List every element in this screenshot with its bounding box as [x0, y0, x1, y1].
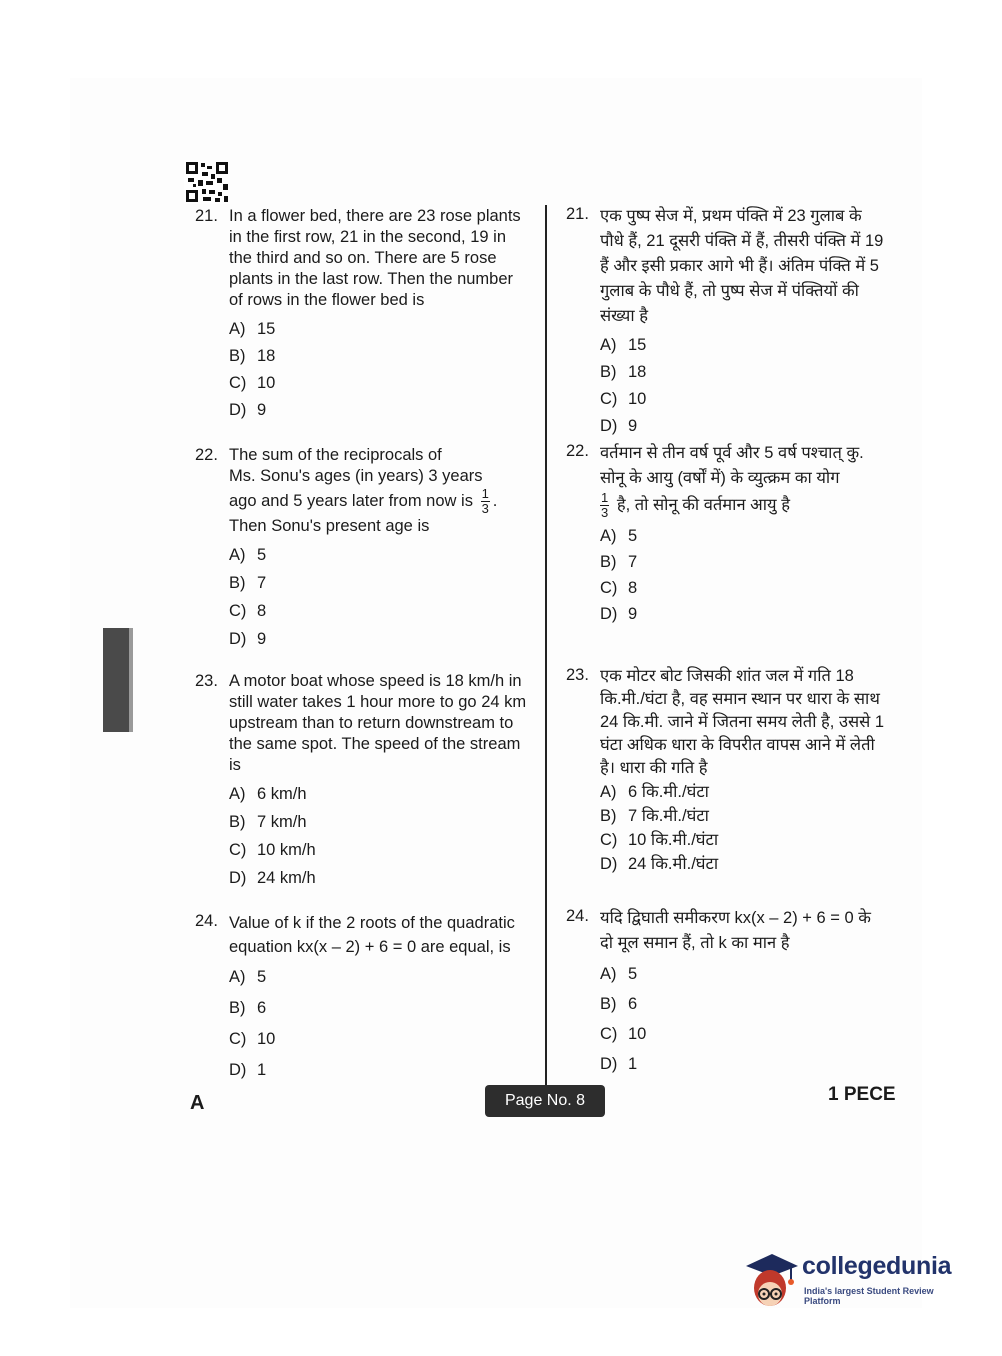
option-b: B) 7 km/h — [229, 813, 307, 831]
option-d: D) 9 — [600, 417, 638, 435]
collegedunia-logo[interactable] — [742, 1248, 972, 1312]
option-a: A) 6 कि.मी./घंटा — [600, 783, 709, 801]
option-c: C) 8 — [229, 602, 267, 620]
option-b: B) 18 — [229, 347, 276, 365]
question-number: 23. — [195, 672, 218, 690]
mascot-icon — [742, 1248, 802, 1312]
option-c: C) 10 — [229, 374, 276, 392]
brand-name: collegedunia — [802, 1252, 952, 1280]
series-label: A — [190, 1092, 205, 1114]
option-c: C) 10 — [600, 390, 647, 408]
question-24-hi — [566, 906, 886, 1084]
option-b: B) 7 — [229, 574, 267, 592]
question-text: In a flower bed, there are 23 rose plants in the first row, 21 in the second, 19 in the third and so on. There are 5 rose plants in the last row. Then the number of rows in the flower bed is — [229, 207, 521, 309]
option-c: C) 10 — [229, 1030, 276, 1048]
question-number: 23. — [566, 666, 589, 684]
options — [600, 335, 886, 443]
question-text: A motor boat whose speed is 18 km/h in still water takes 1 hour more to go 24 km upstream than to return downstream to the same spot. The speed of the stream is — [229, 672, 527, 774]
question-23-hi — [566, 665, 886, 878]
option-d: D) 9 — [229, 401, 267, 419]
question-24-en — [195, 911, 530, 1091]
option-d: D) 9 — [229, 630, 267, 648]
options — [600, 964, 886, 1084]
paper-code: 1 PECE — [828, 1084, 896, 1105]
option-c: C) 10 कि.मी./घंटा — [600, 831, 719, 849]
option-d: D) 1 — [600, 1055, 638, 1073]
options — [600, 526, 886, 630]
option-b: B) 18 — [600, 363, 647, 381]
question-number: 22. — [195, 446, 218, 464]
option-d: D) 24 कि.मी./घंटा — [600, 855, 719, 873]
option-c: C) 10 — [600, 1025, 647, 1043]
question-text: वर्तमान से तीन वर्ष पूर्व और 5 वर्ष पश्चात् कु. सोनू के आयु (वर्षों में) के व्युत्क्रम का योग $\frac{1}{3}$ है, तो सोनू की वर्तमान आयु है — [600, 444, 864, 520]
question-text: यदि द्विघाती समीकरण kx(x – 2) + 6 = 0 के दो मूल समान हैं, तो k का मान है — [600, 909, 871, 952]
options — [600, 782, 886, 878]
option-a: A) 5 — [600, 527, 638, 545]
question-number: 21. — [195, 207, 218, 225]
option-b: B) 7 कि.मी./घंटा — [600, 807, 709, 825]
option-a: A) 5 — [229, 968, 267, 986]
option-a: A) 5 — [600, 965, 638, 983]
question-number: 24. — [566, 907, 589, 925]
option-c: C) 8 — [600, 579, 638, 597]
options — [229, 784, 530, 896]
brand-tagline: India's largest Student Review Platform — [804, 1286, 934, 1306]
binding-strip — [103, 628, 133, 732]
option-d: D) 9 — [600, 605, 638, 623]
option-a: A) 15 — [600, 336, 647, 354]
question-22-hi — [566, 441, 886, 630]
option-d: D) 1 — [229, 1061, 267, 1079]
question-21-en — [195, 206, 530, 427]
question-text: एक मोटर बोट जिसकी शांत जल में गति 18 कि.मी./घंटा है, वह समान स्थान पर धारा के साथ 24 कि.मी. जाने में जितना समय लेती है, उससे 1 घंटा अधिक धारा के विपरीत वापस आने में लेती है। धारा की गति है — [600, 667, 885, 777]
question-22-en — [195, 445, 530, 657]
question-text: Value of k if the 2 roots of the quadratic equation kx(x – 2) + 6 = 0 are equal, is — [229, 914, 515, 956]
option-b: B) 7 — [600, 553, 638, 571]
question-text: The sum of the reciprocals of Ms. Sonu's ages (in years) 3 years ago and 5 years later from now is $\frac{1}{3}$ . Then Sonu's present age is — [229, 446, 498, 535]
option-b: B) 6 — [229, 999, 267, 1017]
question-text: एक पुष्प सेज में, प्रथम पंक्ति में 23 गुलाब के पौधे हैं, 21 दूसरी पंक्ति में हैं, तीसरी पंक्ति में 19 हैं और इसी प्रकार आगे भी हैं। अंतिम पंक्ति में 5 गुलाब के पौधे हैं, तो पुष्प सेज में पंक्तियों की संख्या है — [600, 207, 884, 325]
option-a: A) 5 — [229, 546, 267, 564]
option-c: C) 10 km/h — [229, 841, 316, 859]
option-a: A) 15 — [229, 320, 276, 338]
question-number: 24. — [195, 912, 218, 930]
column-divider — [545, 205, 547, 1085]
fraction: $\frac{1}{3}$ — [481, 486, 489, 516]
option-d: D) 24 km/h — [229, 869, 316, 887]
question-number: 22. — [566, 442, 589, 460]
question-21-hi — [566, 204, 886, 443]
options — [229, 967, 530, 1091]
question-23-en — [195, 671, 530, 896]
option-a: A) 6 km/h — [229, 785, 307, 803]
fraction: $\frac{1}{3}$ — [601, 490, 609, 520]
options — [229, 319, 530, 427]
question-number: 21. — [566, 205, 589, 223]
page-number-badge: Page No. 8 — [485, 1085, 605, 1117]
option-b: B) 6 — [600, 995, 638, 1013]
qr-code-icon — [184, 160, 230, 204]
options — [229, 545, 530, 657]
